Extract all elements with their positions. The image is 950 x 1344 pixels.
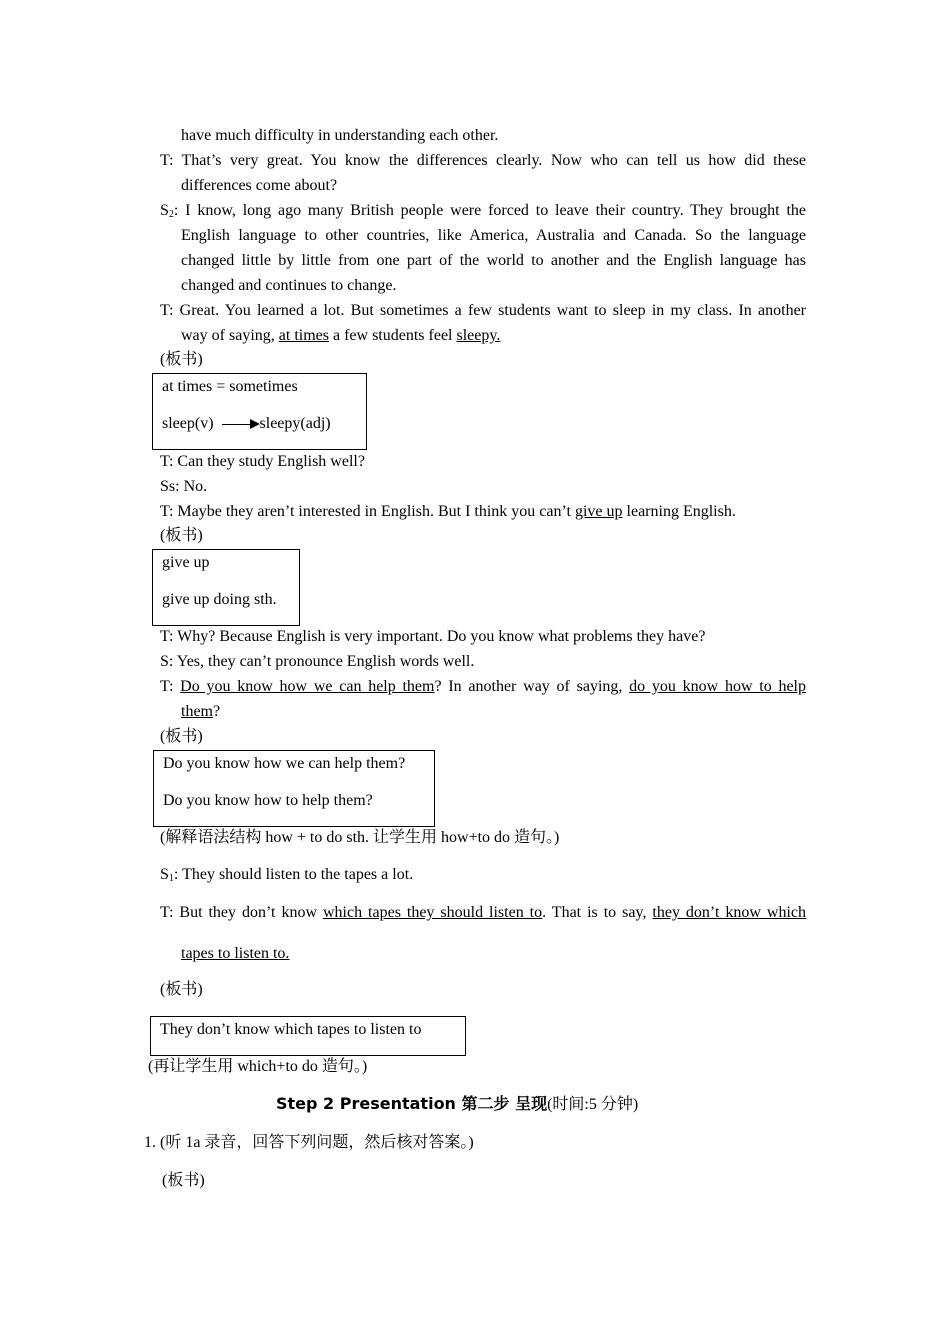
board-label: (板书) xyxy=(162,1172,205,1189)
board-line xyxy=(162,414,331,434)
text: a few students feel xyxy=(328,327,457,344)
text: ? xyxy=(213,703,221,720)
board-line: give up xyxy=(162,554,210,571)
paragraph-line xyxy=(181,702,220,722)
text: T: xyxy=(160,678,181,695)
paragraph-line: 1. (听 1a 录音，回答下列问题，然后核对答案。) xyxy=(144,1134,474,1151)
section-heading xyxy=(276,1094,638,1115)
text: ? In another way of saying, xyxy=(434,678,630,695)
heading-time: (时间:5 分钟) xyxy=(547,1096,639,1113)
text: sleepy(adj) xyxy=(259,415,331,432)
underlined-phrase: them xyxy=(181,703,213,720)
underlined-phrase: do you know how to help xyxy=(629,678,807,695)
paragraph-line: Ss: No. xyxy=(160,478,208,495)
board-box xyxy=(152,373,367,450)
speaker: S xyxy=(160,866,169,883)
paragraph-line: T: Great. You learned a lot. But sometimes a few students want to sleep in my class. In another xyxy=(160,302,806,319)
speaker-subscript: 2 xyxy=(168,209,174,220)
underlined-phrase: sleepy. xyxy=(456,327,501,344)
paragraph-line xyxy=(160,903,806,923)
paragraph-line: T: That’s very great. You know the differences clearly. Now who can tell us how did these xyxy=(160,152,806,169)
heading-title: Step 2 Presentation 第二步 呈现 xyxy=(276,1094,548,1113)
board-line: at times = sometimes xyxy=(162,378,298,395)
paragraph-line: (解释语法结构 how + to do sth. 让学生用 how+to do 造句。) xyxy=(160,829,560,846)
underlined-phrase: Do you know how we can help them xyxy=(180,678,435,695)
speaker-subscript: 1 xyxy=(168,873,174,884)
paragraph-line: (再让学生用 which+to do 造句。) xyxy=(148,1058,368,1075)
underlined-phrase: they don’t know which xyxy=(652,904,806,921)
paragraph-line xyxy=(160,502,736,522)
paragraph-line: S: Yes, they can’t pronounce English words well. xyxy=(160,653,475,670)
paragraph-line: T: Can they study English well? xyxy=(160,453,365,470)
board-label: (板书) xyxy=(160,351,203,368)
underlined-phrase: which tapes they should listen to xyxy=(322,904,543,921)
paragraph-line xyxy=(181,326,500,346)
paragraph-line: have much difficulty in understanding each other. xyxy=(181,127,499,144)
board-box xyxy=(153,750,435,827)
paragraph-line xyxy=(160,677,806,697)
board-line: They don’t know which tapes to listen to xyxy=(160,1021,422,1038)
paragraph-line: differences come about? xyxy=(181,177,338,194)
paragraph-line xyxy=(160,201,806,225)
paragraph-line xyxy=(160,865,413,889)
paragraph-line: English language to other countries, like America, Australia and Canada. So the language xyxy=(181,227,806,244)
paragraph-line: T: Why? Because English is very important. Do you know what problems they have? xyxy=(160,628,706,645)
paragraph-line: changed and continues to change. xyxy=(181,277,397,294)
text: . That is to say, xyxy=(542,904,653,921)
board-label: (板书) xyxy=(160,728,203,745)
text: T: But they don’t know xyxy=(160,904,323,921)
arrow-icon xyxy=(222,424,258,425)
underlined-phrase: give up xyxy=(574,503,623,520)
underlined-phrase: at times xyxy=(278,327,329,344)
text: T: Maybe they aren’t interested in English. But I think you can’t xyxy=(160,503,575,520)
board-label: (板书) xyxy=(160,527,203,544)
text: learning English. xyxy=(622,503,736,520)
board-label: (板书) xyxy=(160,981,203,998)
board-box xyxy=(150,1016,466,1056)
paragraph-line: changed little by little from one part of the world to another and the English language has xyxy=(181,252,806,269)
board-box xyxy=(152,549,300,626)
paragraph-line xyxy=(181,944,289,964)
board-line: Do you know how to help them? xyxy=(163,792,373,809)
underlined-phrase: tapes to listen to. xyxy=(181,945,290,962)
text: way of saying, xyxy=(181,327,279,344)
text: sleep(v) xyxy=(162,415,214,432)
board-line: give up doing sth. xyxy=(162,591,277,608)
text: : They should listen to the tapes a lot. xyxy=(173,866,414,883)
board-line: Do you know how we can help them? xyxy=(163,755,406,772)
text: : I know, long ago many British people were forced to leave their country. They brought the xyxy=(173,202,806,219)
speaker: S xyxy=(160,202,169,219)
